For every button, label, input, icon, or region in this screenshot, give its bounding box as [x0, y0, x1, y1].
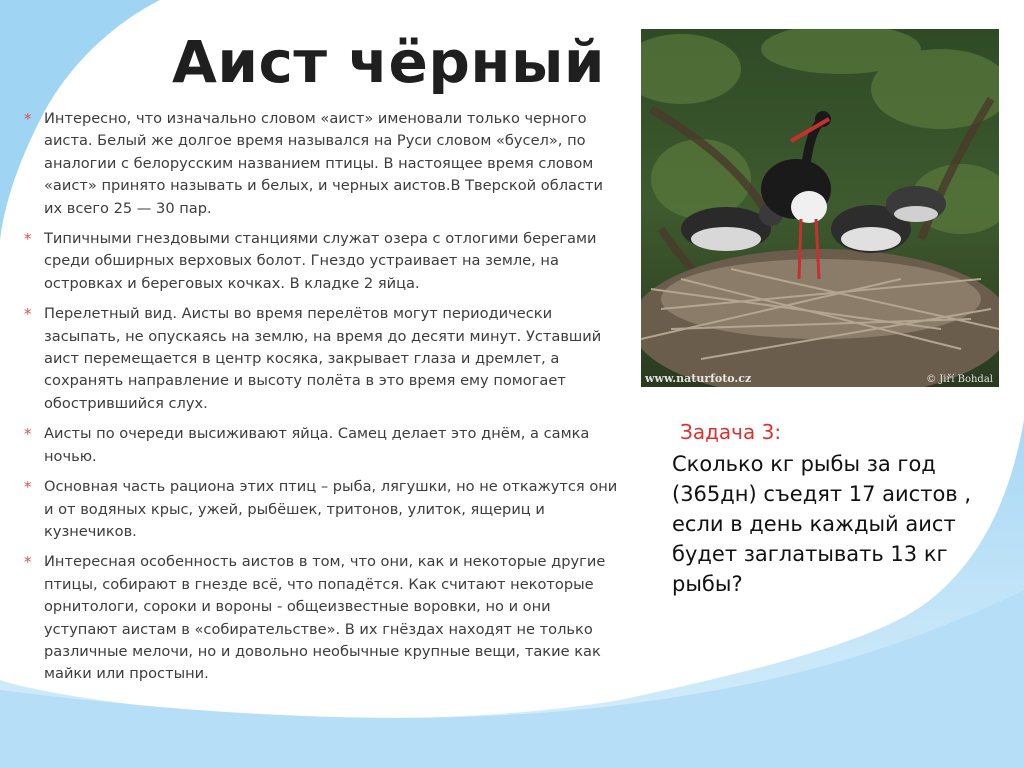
slide-title: Аист чёрный — [172, 28, 606, 96]
bullet-list — [24, 108, 624, 694]
list-item — [24, 423, 624, 468]
stork-photo-illustration — [641, 29, 999, 387]
bullet-marker: * — [24, 230, 32, 249]
bullet-text: Аисты по очереди высиживают яйца. Самец делает это днём, а самка ночью. — [44, 425, 590, 465]
bullet-text: Интересная особенность аистов в том, что они, как и некоторые другие птицы, собирают в гнезде всё, что попадётся. Как считают некоторые орнитологи, сороки и вороны - общеизвестные воровки, но и они уступают аистам в «собирательстве». В их гнёздах находят не только различные мелочи, но и довольно необычные крупные вещи, такие как майки или простыни. — [44, 553, 606, 683]
bullet-text: Перелетный вид. Аисты во время перелётов могут периодически засыпать, не опускаясь на землю, на время до десяти минут. Уставший аист перемещается в центр косяка, закрывает глаза и дремлет, а сохранять направление и высоту полёта в это время ему помогает обострившийся слух. — [44, 305, 602, 412]
photo-watermark: www.naturfoto.cz — [645, 372, 752, 385]
photo-credit: © Jiří Bohdal — [926, 374, 993, 385]
bullet-text: Типичными гнездовыми станциями служат озера с отлогими берегами среди обширных верховых болот. Гнездо устраивает на земле, на островках и береговых кочках. В кладке 2 яйца. — [44, 230, 597, 292]
list-item — [24, 228, 624, 295]
bullet-marker: * — [24, 305, 32, 324]
bullet-text: Основная часть рациона этих птиц – рыба, лягушки, но не откажутся они и от водяных крыс, ужей, рыбёшек, тритонов, улиток, ящериц и кузнечиков. — [44, 478, 618, 540]
task-label: Задача 3: — [680, 420, 782, 444]
bullet-marker: * — [24, 110, 32, 128]
task-text: Сколько кг рыбы за год (365дн) съедят 17 аистов , если в день каждый аист будет заглатывать 13 кг рыбы? — [672, 452, 972, 596]
black-stork-nest-photo — [641, 29, 999, 387]
bullet-text: Интересно, что изначально словом «аист» именовали только черного аиста. Белый же долгое время назывался на Руси словом «бусел», по аналогии с белорусским названием птицы. В настоящее время словом «аист» принято называть и белых, и черных аистов.В Тверской области их всего 25 — 30 пар. — [44, 110, 604, 217]
bullet-marker: * — [24, 553, 32, 572]
bullet-marker: * — [24, 478, 32, 497]
list-item — [24, 551, 624, 685]
list-item — [24, 303, 624, 415]
list-item — [24, 476, 624, 543]
bullet-marker: * — [24, 425, 32, 444]
list-item — [24, 108, 624, 220]
